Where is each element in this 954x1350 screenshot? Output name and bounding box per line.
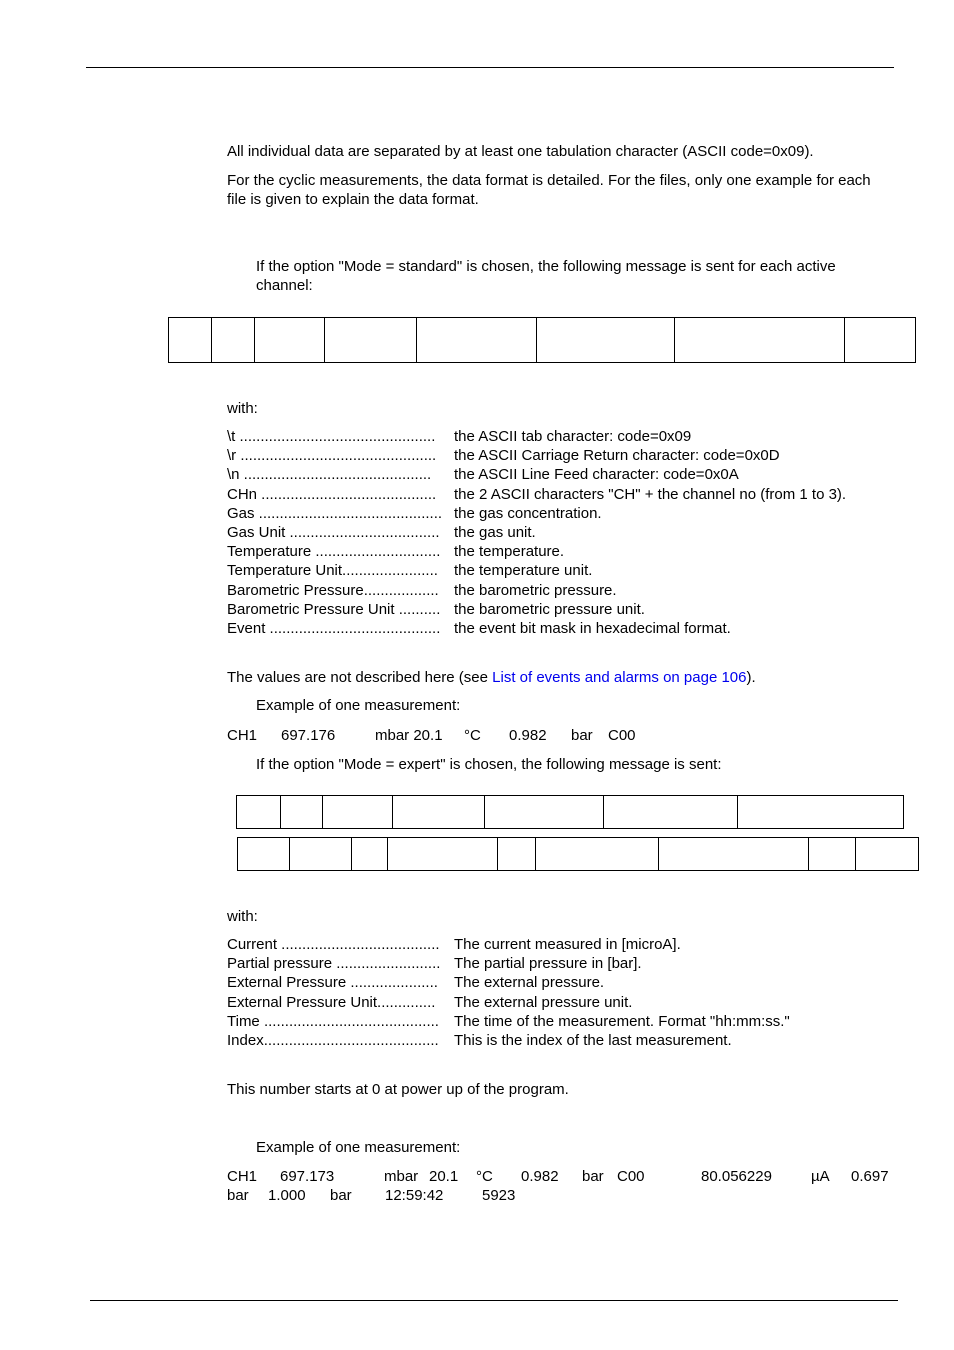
definition-term: Temperature Unit....................... xyxy=(227,562,438,580)
definition-row xyxy=(227,427,907,446)
example-value: bar xyxy=(582,1168,604,1185)
definition-term: Event ......................................... xyxy=(227,619,441,637)
format-cell xyxy=(290,838,352,871)
definition-term: External Pressure Unit.............. xyxy=(227,993,436,1011)
expert-mode-intro: If the option "Mode = expert" is chosen, the following message is sent: xyxy=(256,756,722,773)
definition-term: \t ............................................... xyxy=(227,428,436,445)
expert-message-format-table-row2 xyxy=(237,837,919,871)
format-cell xyxy=(352,838,388,871)
example-value: CH1 xyxy=(227,1168,258,1185)
expert-example-line-2 xyxy=(227,1186,547,1205)
expert-index-note: This number starts at 0 at power up of the program. xyxy=(227,1081,569,1098)
example-value: °C xyxy=(464,727,481,744)
intro-paragraph-1: All individual data are separated by at least one tabulation character (ASCII code=0x09). xyxy=(227,143,814,160)
definition-term: Index.......................................... xyxy=(227,1031,439,1049)
values-note xyxy=(227,668,887,687)
definition-row xyxy=(227,465,907,484)
definition-row xyxy=(227,1012,907,1031)
expert-with-label: with: xyxy=(227,908,258,925)
standard-mode-intro: If the option "Mode = standard" is chosen, the following message is sent for each active channel: xyxy=(256,258,836,294)
format-cell xyxy=(537,318,675,363)
example-value: 0.982 xyxy=(509,727,547,744)
example-value: C00 xyxy=(608,727,636,744)
values-note-prefix: The values are not described here (see xyxy=(227,669,493,686)
definition-desc: The external pressure unit. xyxy=(454,993,633,1011)
definition-desc: This is the index of the last measurement. xyxy=(454,1031,732,1049)
definition-desc: The partial pressure in [bar]. xyxy=(454,955,642,973)
definition-desc: the barometric pressure unit. xyxy=(454,600,645,618)
events-alarms-link[interactable]: List of events and alarms on page 106 xyxy=(492,669,747,686)
definition-term: CHn .......................................... xyxy=(227,485,437,503)
example-value: C00 xyxy=(617,1168,645,1185)
definition-term: Barometric Pressure.................. xyxy=(227,581,439,599)
definition-desc: the gas concentration. xyxy=(454,504,602,522)
definition-row xyxy=(227,523,907,542)
format-cell xyxy=(845,318,916,363)
definition-row xyxy=(227,561,907,580)
definition-row xyxy=(227,993,907,1012)
footer-rule xyxy=(90,1300,898,1301)
definition-row xyxy=(227,619,907,638)
definition-desc: the ASCII Line Feed character: code=0x0A xyxy=(454,466,739,484)
expert-example-label: Example of one measurement: xyxy=(256,1139,461,1156)
standard-with-label: with: xyxy=(227,400,258,417)
format-cell xyxy=(238,838,290,871)
expert-example-line-1 xyxy=(227,1167,897,1186)
format-cell xyxy=(237,796,281,829)
format-cell xyxy=(485,796,604,829)
example-value: °C xyxy=(476,1168,493,1185)
format-cell xyxy=(212,318,255,363)
format-cell xyxy=(809,838,856,871)
definition-desc: the temperature unit. xyxy=(454,562,593,580)
format-cell xyxy=(604,796,738,829)
intro-paragraph-2: For the cyclic measurements, the data format is detailed. For the files, only one example for each file is given to explain the data format. xyxy=(227,172,871,208)
definition-term: External Pressure ..................... xyxy=(227,974,438,992)
standard-example-line xyxy=(227,726,647,745)
definition-term: \r ............................................... xyxy=(227,447,437,465)
definition-desc: the barometric pressure. xyxy=(454,581,617,599)
example-value: CH1 xyxy=(227,727,258,744)
definition-term: \n ............................................. xyxy=(227,466,432,484)
standard-example-label: Example of one measurement: xyxy=(256,697,461,714)
definition-term: Gas ............................................ xyxy=(227,504,443,522)
definition-desc: the gas unit. xyxy=(454,523,536,541)
example-value: µA xyxy=(811,1168,830,1185)
definition-row xyxy=(227,446,907,465)
definition-row xyxy=(227,973,907,992)
expert-definition-list xyxy=(227,935,907,1050)
definition-desc: The time of the measurement. Format "hh:mm:ss." xyxy=(454,1012,790,1030)
definition-row xyxy=(227,504,907,523)
definition-term: Partial pressure ......................... xyxy=(227,955,441,973)
example-value: 1.000 xyxy=(268,1187,306,1204)
example-value: mbar xyxy=(384,1168,419,1185)
example-value: 697.173 xyxy=(280,1168,335,1185)
definition-term: Current ...................................... xyxy=(227,936,440,953)
format-cell xyxy=(255,318,325,363)
format-cell xyxy=(325,318,417,363)
format-cell xyxy=(388,838,498,871)
definition-desc: the 2 ASCII characters "CH" + the channel no (from 1 to 3). xyxy=(454,485,847,503)
format-cell xyxy=(856,838,919,871)
standard-definition-list xyxy=(227,427,907,638)
format-cell xyxy=(281,796,323,829)
definition-term: Barometric Pressure Unit .......... xyxy=(227,600,441,618)
example-value: bar xyxy=(571,727,593,744)
example-value: 0.982 xyxy=(521,1168,559,1185)
format-cell xyxy=(738,796,904,829)
example-value: bar xyxy=(330,1187,352,1204)
header-rule xyxy=(86,67,894,68)
definition-desc: The external pressure. xyxy=(454,974,605,992)
example-value: 0.697 xyxy=(851,1168,889,1185)
example-value: 5923 xyxy=(482,1187,516,1204)
definition-desc: the ASCII tab character: code=0x09 xyxy=(454,428,692,445)
definition-row xyxy=(227,600,907,619)
definition-row xyxy=(227,542,907,561)
format-cell xyxy=(659,838,809,871)
format-cell xyxy=(417,318,537,363)
definition-desc: the event bit mask in hexadecimal format. xyxy=(454,619,731,637)
example-value: 697.176 xyxy=(281,727,336,744)
format-cell xyxy=(498,838,536,871)
definition-row xyxy=(227,485,907,504)
values-note-suffix: ). xyxy=(746,669,756,686)
expert-message-format-table-row1 xyxy=(236,795,904,829)
definition-row xyxy=(227,1031,907,1050)
example-value: bar xyxy=(227,1187,249,1204)
standard-message-format-table xyxy=(168,317,916,363)
definition-desc: the temperature. xyxy=(454,543,565,561)
format-cell xyxy=(169,318,212,363)
format-cell xyxy=(536,838,659,871)
definition-row xyxy=(227,581,907,600)
format-cell xyxy=(675,318,845,363)
definition-desc: The current measured in [microA]. xyxy=(454,936,681,953)
example-value: 80.056229 xyxy=(701,1168,772,1185)
format-cell xyxy=(323,796,393,829)
definition-term: Time .......................................... xyxy=(227,1012,439,1030)
definition-row xyxy=(227,954,907,973)
example-value: 20.1 xyxy=(429,1168,459,1185)
definition-row xyxy=(227,935,907,954)
format-cell xyxy=(393,796,485,829)
example-value: mbar 20.1 xyxy=(375,727,443,744)
example-value: 12:59:42 xyxy=(385,1187,444,1204)
definition-term: Gas Unit .................................... xyxy=(227,523,440,541)
definition-term: Temperature .............................. xyxy=(227,543,441,561)
definition-desc: the ASCII Carriage Return character: code=0x0D xyxy=(454,447,780,465)
